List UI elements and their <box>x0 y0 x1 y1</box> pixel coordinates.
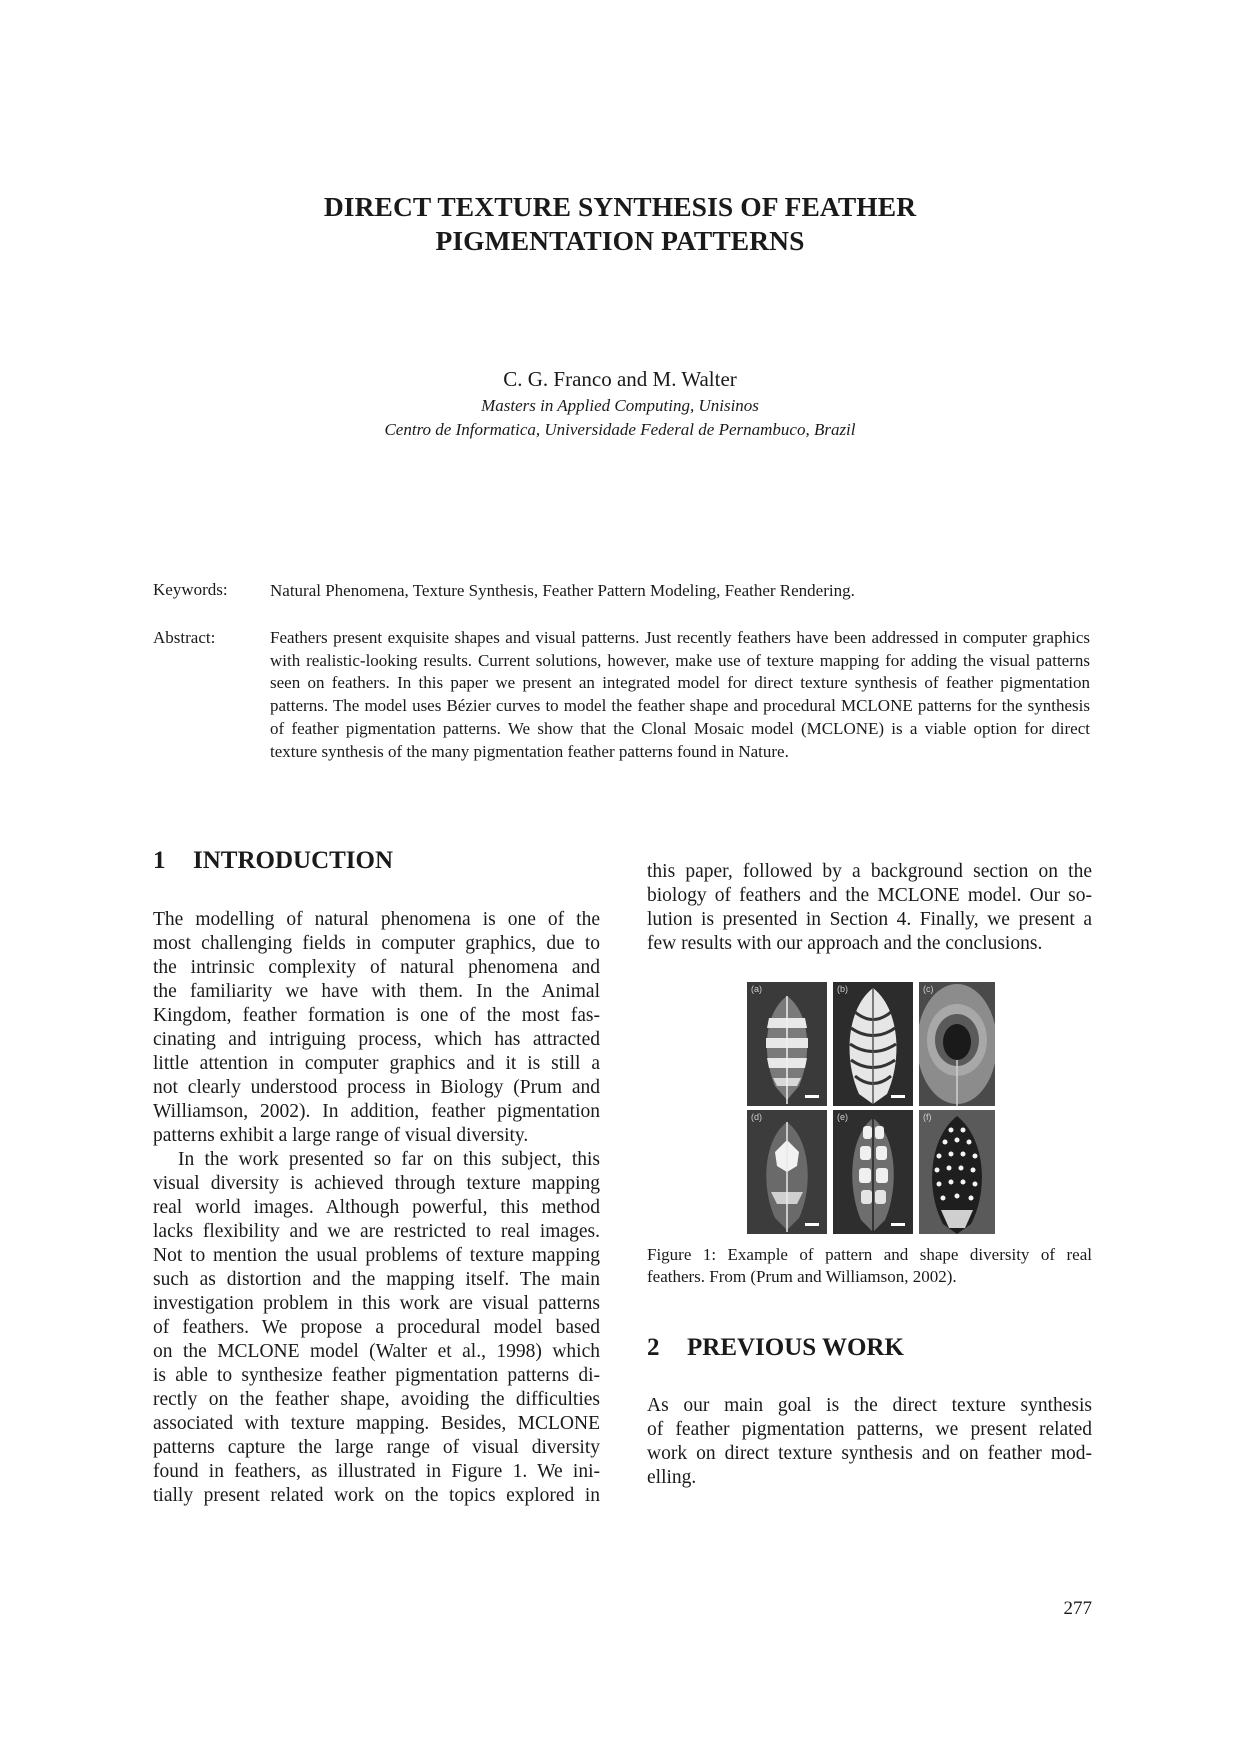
abstract-label: Abstract: <box>153 628 216 647</box>
feather-photo-e <box>833 1110 913 1234</box>
text-line: Not to mention the usual problems of texture mapping <box>153 1245 600 1266</box>
panel-label: (d) <box>751 1112 762 1122</box>
intro-paragraph-continued <box>647 860 1092 956</box>
scale-bar <box>891 1223 905 1226</box>
section-number: 1 <box>153 847 166 874</box>
text-line: patterns exhibit a large range of visual diversity. <box>153 1125 529 1146</box>
feather-image <box>919 1110 995 1234</box>
scale-bar <box>805 1095 819 1098</box>
text-line: on the MCLONE model (Walter et al., 1998) which <box>153 1341 600 1362</box>
authors: C. G. Franco and M. Walter <box>503 367 737 391</box>
text-line: biology of feathers and the MCLONE model. Our so- <box>647 885 1092 906</box>
text-line: the intrinsic complexity of natural phenomena and <box>153 957 600 978</box>
text-line: lution is presented in Section 4. Finally, we present a <box>647 909 1092 930</box>
title-line-1: DIRECT TEXTURE SYNTHESIS OF FEATHER <box>323 191 917 222</box>
text-line: patterns capture the large range of visual diversity <box>153 1437 600 1458</box>
figure-1-feather-photos <box>747 982 995 1234</box>
text-line: is able to synthesize feather pigmentation patterns di- <box>153 1365 600 1386</box>
section-2-heading <box>647 1333 904 1363</box>
text-line: work on direct texture synthesis and on feather mod- <box>647 1443 1092 1464</box>
text-line: this paper, followed by a background section on the <box>647 861 1092 882</box>
figure-1-caption <box>647 1244 1092 1288</box>
text-line: rectly on the feather shape, avoiding the difficulties <box>153 1389 600 1410</box>
title-line-2: PIGMENTATION PATTERNS <box>435 225 805 256</box>
paper-title <box>180 190 1060 258</box>
text-line: Kingdom, feather formation is one of the most fas- <box>153 1005 600 1026</box>
panel-label: (f) <box>923 1112 932 1122</box>
text-line: real world images. Although powerful, this method <box>153 1197 600 1218</box>
abstract-text: Feathers present exquisite shapes and visual patterns. Just recently feathers have been addressed in computer graphics with realistic-looking results. Current solutions, however, make use of texture mapping for adding the visual patterns seen on feathers. In this paper we present an integrated model for direct texture synthesis of feather pigmentation patterns. The model uses Bézier curves to model the feather shape and procedural MCLONE patterns for the synthesis of feather pigmentation patterns. We show that the Clonal Mosaic model (MCLONE) is a viable option for direct texture synthesis of the many pigmentation feather patterns found in Nature. <box>270 628 1090 761</box>
panel-label: (b) <box>837 984 848 994</box>
text-line: not clearly understood process in Biology (Prum and <box>153 1077 600 1098</box>
text-line: investigation problem in this work are visual patterns <box>153 1293 600 1314</box>
panel-label: (e) <box>837 1112 848 1122</box>
caption-line: feathers. From (Prum and Williamson, 2002). <box>647 1267 957 1286</box>
text-line: of feathers. We propose a procedural model based <box>153 1317 600 1338</box>
feather-image <box>747 1110 827 1234</box>
text-line: In the work presented so far on this subject, this <box>178 1149 600 1170</box>
panel-label: (c) <box>923 984 934 994</box>
text-line: As our main goal is the direct texture synthesis <box>647 1395 1092 1416</box>
feather-image <box>747 982 827 1106</box>
intro-paragraph-2 <box>153 1148 600 1508</box>
keywords-text: Natural Phenomena, Texture Synthesis, Feather Pattern Modeling, Feather Rendering. <box>270 581 855 600</box>
feather-photo-b <box>833 982 913 1106</box>
feather-photo-c <box>919 982 995 1106</box>
keywords-label: Keywords: <box>153 580 228 599</box>
text-line: the familiarity we have with them. In the Animal <box>153 981 600 1002</box>
feather-photo-d <box>747 1110 827 1234</box>
text-line: cinating and intriguing process, which has attracted <box>153 1029 600 1050</box>
feather-image <box>833 1110 913 1234</box>
text-line: few results with our approach and the conclusions. <box>647 933 1043 954</box>
section-1-heading <box>153 846 393 876</box>
text-line: associated with texture mapping. Besides, MCLONE <box>153 1413 600 1434</box>
text-line: such as distortion and the mapping itself. The main <box>153 1269 600 1290</box>
feather-image <box>919 982 995 1106</box>
section-number: 2 <box>647 1334 660 1361</box>
feather-photo-f <box>919 1110 995 1234</box>
feather-photo-a <box>747 982 827 1106</box>
text-line: tially present related work on the topics explored in <box>153 1485 600 1506</box>
text-line: Williamson, 2002). In addition, feather pigmentation <box>153 1101 600 1122</box>
page-number: 277 <box>1063 1598 1092 1619</box>
text-line: most challenging fields in computer graphics, due to <box>153 933 600 954</box>
scale-bar <box>805 1223 819 1226</box>
text-line: visual diversity is achieved through texture mapping <box>153 1173 600 1194</box>
section-title: INTRODUCTION <box>193 847 394 874</box>
affiliation-2: Centro de Informatica, Universidade Federal de Pernambuco, Brazil <box>384 420 856 439</box>
feather-image <box>833 982 913 1106</box>
scale-bar <box>891 1095 905 1098</box>
panel-label: (a) <box>751 984 762 994</box>
text-line: found in feathers, as illustrated in Figure 1. We ini- <box>153 1461 600 1482</box>
section-title: PREVIOUS WORK <box>687 1334 904 1361</box>
text-line: of feather pigmentation patterns, we present related <box>647 1419 1092 1440</box>
text-line: lacks flexibility and we are restricted to real images. <box>153 1221 600 1242</box>
text-line: elling. <box>647 1467 697 1488</box>
text-line: little attention in computer graphics and it is still a <box>153 1053 600 1074</box>
intro-paragraph-1 <box>153 908 600 1148</box>
text-line: The modelling of natural phenomena is one of the <box>153 909 600 930</box>
previous-work-paragraph <box>647 1394 1092 1490</box>
caption-line: Figure 1: Example of pattern and shape diversity of real <box>647 1245 1092 1264</box>
affiliation-1: Masters in Applied Computing, Unisinos <box>481 396 759 415</box>
